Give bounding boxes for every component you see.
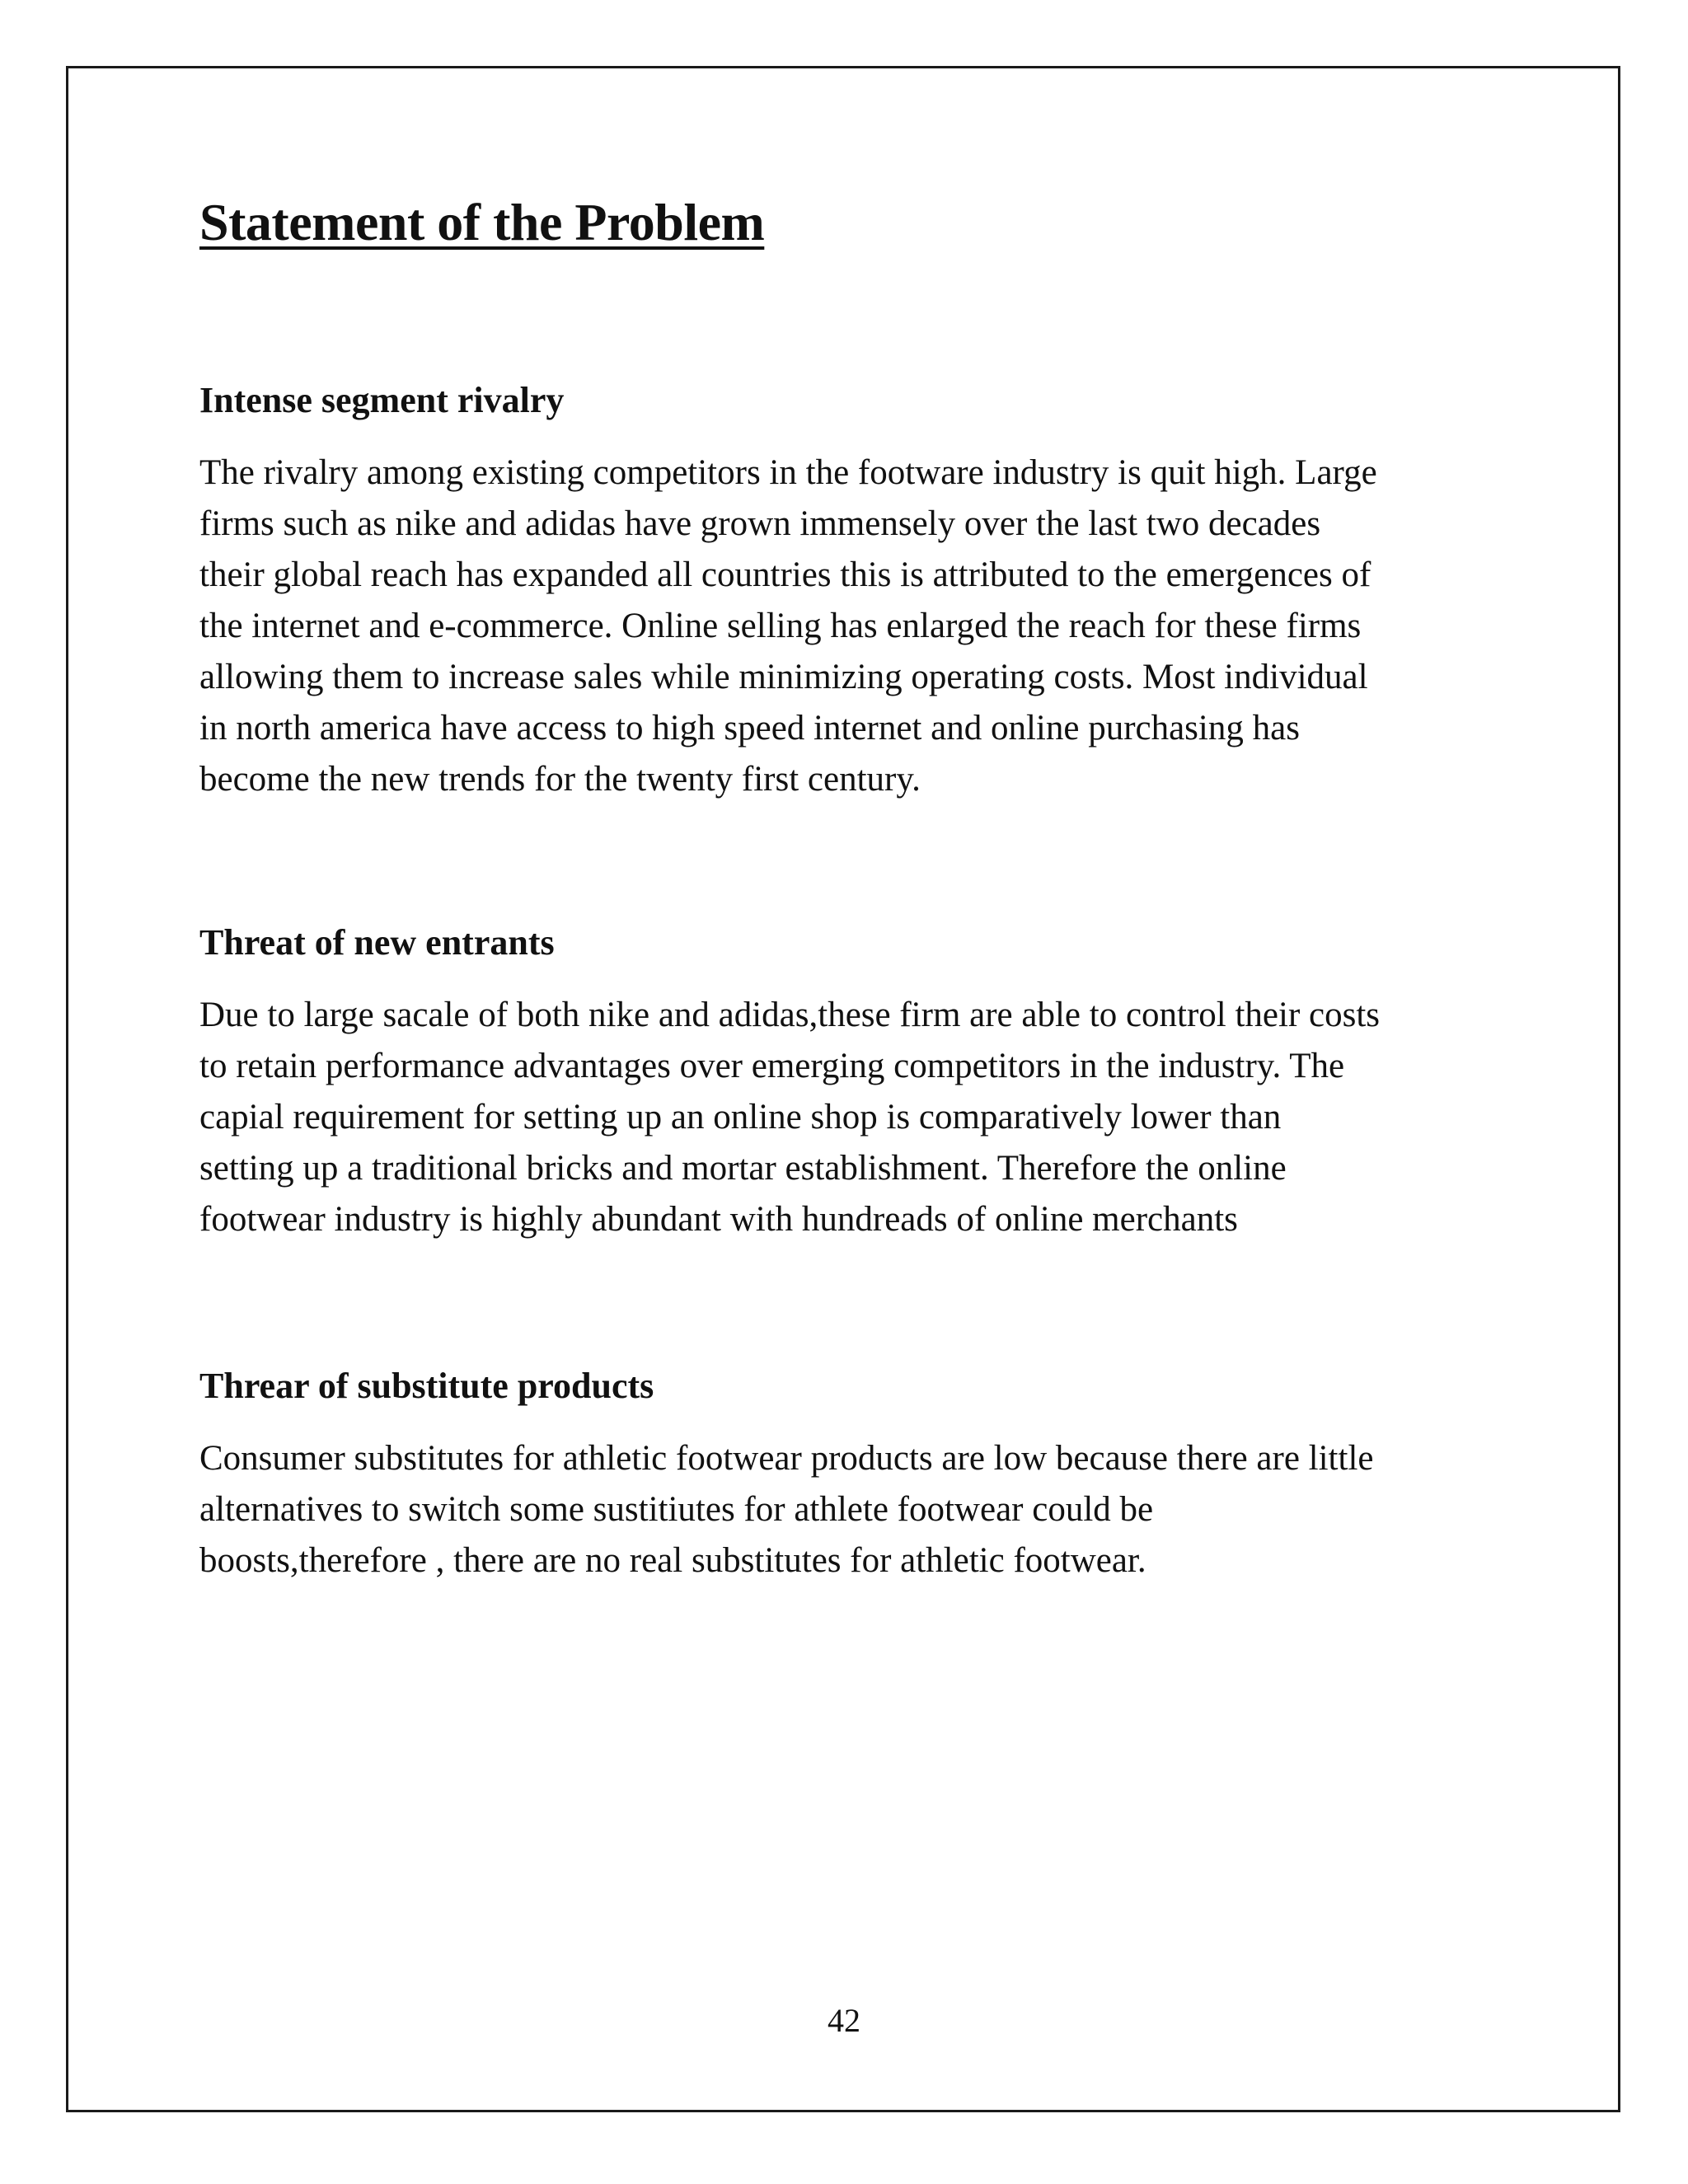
paragraph-line: footwear industry is highly abundant with hundreads of online merchants	[199, 1199, 1238, 1239]
paragraph-line: become the new trends for the twenty first century.	[199, 759, 921, 799]
page-title: Statement of the Problem	[199, 193, 765, 251]
paragraph-line: The rivalry among existing competitors in the footware industry is quit high. Large	[199, 452, 1377, 492]
section-intense-segment-rivalry	[199, 379, 1518, 805]
section-paragraph	[199, 1433, 1518, 1586]
section-threat-of-new-entrants	[199, 921, 1518, 1245]
paragraph-line: in north america have access to high speed internet and online purchasing has	[199, 708, 1300, 748]
paragraph-line: Due to large sacale of both nike and adidas,these firm are able to control their costs	[199, 995, 1381, 1034]
section-heading: Threat of new entrants	[199, 922, 555, 963]
section-paragraph	[199, 448, 1518, 805]
paragraph-line: capial requirement for setting up an online shop is comparatively lower than	[199, 1097, 1282, 1137]
section-threar-of-substitute-products	[199, 1365, 1518, 1586]
section-heading: Intense segment rivalry	[199, 380, 565, 420]
paragraph-line: to retain performance advantages over emerging competitors in the industry. The	[199, 1046, 1345, 1085]
section-paragraph	[199, 990, 1518, 1245]
paragraph-line: Consumer substitutes for athletic footwear products are low because there are little	[199, 1438, 1374, 1478]
paragraph-line: their global reach has expanded all countries this is attributed to the emergences of	[199, 555, 1372, 594]
paragraph-line: boosts,therefore , there are no real substitutes for athletic footwear.	[199, 1540, 1146, 1580]
page-content	[199, 191, 1518, 1580]
paragraph-line: alternatives to switch some sustitiutes for athlete footwear could be	[199, 1489, 1154, 1529]
paragraph-line: setting up a traditional bricks and mortar establishment. Therefore the online	[199, 1148, 1287, 1188]
paragraph-line: allowing them to increase sales while minimizing operating costs. Most individual	[199, 657, 1368, 696]
page-number: 42	[828, 2002, 860, 2039]
paragraph-line: the internet and e-commerce. Online selling has enlarged the reach for these firms	[199, 606, 1362, 645]
section-heading: Threar of substitute products	[199, 1366, 654, 1406]
paragraph-line: firms such as nike and adidas have grown immensely over the last two decades	[199, 504, 1321, 543]
